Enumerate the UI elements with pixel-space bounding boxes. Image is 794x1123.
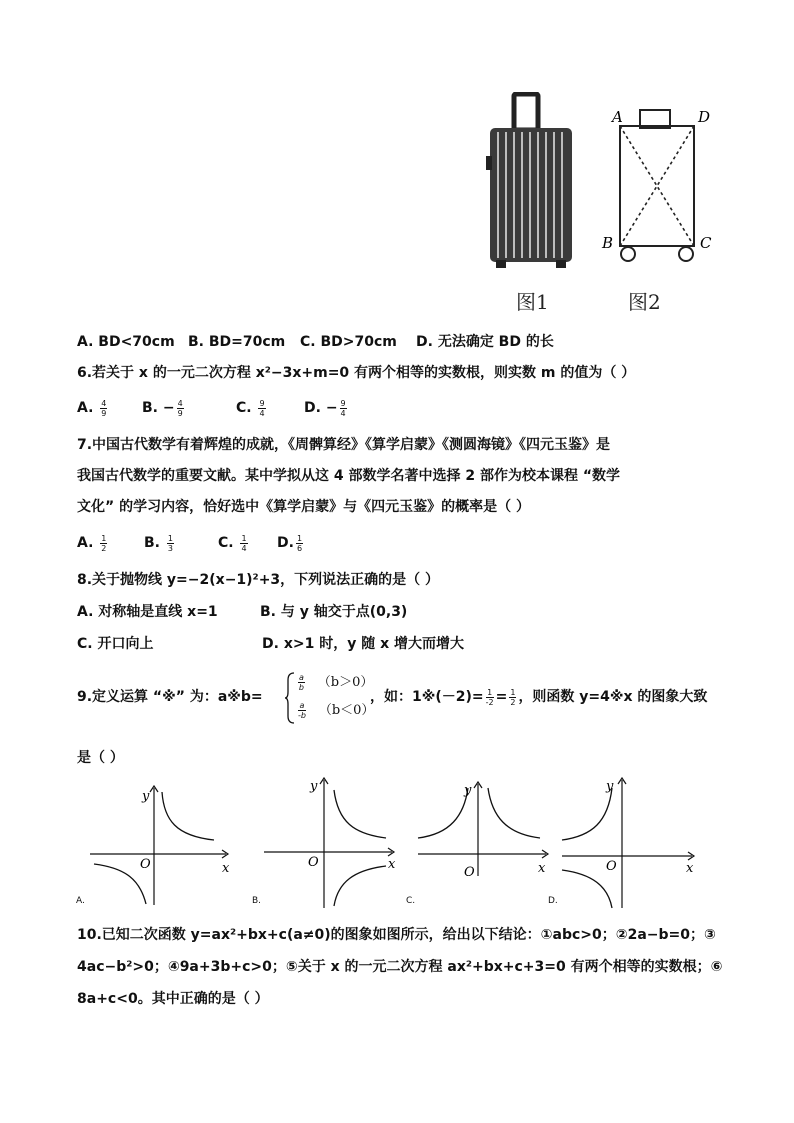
q7-d-den: 6 [296,543,303,553]
q7-b-den: 3 [167,543,173,553]
graph-b-label: B. [252,896,262,906]
q8-option-a: A. 对称轴是直线 x=1 [77,604,218,620]
figure-2-caption: 图2 [628,290,661,314]
graph-b-y-label: y [310,779,318,794]
q7-a-fraction [100,534,107,553]
q9-graph-a [86,780,236,910]
corner-label-c: C [700,234,712,252]
q7-option-c [218,533,250,553]
q9-example [370,687,707,707]
q7-a-num: 1 [101,533,107,543]
q5-option-b: B. BD=70cm [188,334,286,350]
corner-label-b: B [602,234,614,252]
graph-c-y-label: y [464,783,472,798]
graph-d-y-label: y [606,779,614,794]
graph-d-x-label: x [686,861,694,876]
q9-case2-den: -b [298,710,306,720]
figure-1-caption: 图1 [516,290,549,314]
q10-line-3: 8a+c<0。其中正确的是（ ） [77,991,269,1007]
graph-a-label: A. [76,896,85,906]
q7-d-fraction [296,534,303,553]
suitcase-diagram [600,102,718,268]
q9-case2-num: a [299,700,305,710]
q6-a-prefix: A. [77,400,94,416]
q9-case1-fraction [298,673,305,692]
q9-example-prefix: ，如：1※(－2)= [370,689,484,705]
q6-d-den: 4 [340,408,346,418]
q9-example-eq: = [495,689,508,705]
q7-d-num: 1 [296,533,303,543]
q6-a-num: 4 [101,398,107,408]
q7-b-fraction [167,534,174,553]
q10-line-1: 10.已知二次函数 y=ax²+bx+c(a≠0)的图象如图所示，给出以下结论：①abc>0；②2a−b=0；③ [77,927,716,943]
q6-b-fraction [177,399,184,418]
q5-option-d: D. 无法确定 BD 的长 [416,334,554,350]
q8-stem: 8.关于抛物线 y=−2(x−1)²+3，下列说法正确的是（ ） [77,572,440,588]
q7-option-b [144,533,176,553]
graph-c-x-label: x [538,861,546,876]
q9-line-2: 是（ ） [77,750,124,766]
graph-a-origin: O [140,857,151,872]
q9-case-2 [296,700,374,721]
q6-d-fraction [340,399,347,418]
q7-c-den: 4 [241,543,247,553]
q6-option-b [142,398,186,418]
q9-example-num: 1 [487,687,493,697]
q7-b-num: 1 [167,533,173,543]
q7-c-num: 1 [241,533,247,543]
q9-case1-num: a [299,672,304,682]
graph-d-origin: O [606,859,617,874]
q8-option-b: B. 与 y 轴交于点(0,3) [260,604,408,620]
q9-brace [285,672,295,724]
q9-graph-c [414,776,564,906]
q9-example-res-num: 1 [510,687,516,697]
q6-c-prefix: C. [236,400,252,416]
q6-option-a [77,398,109,418]
q6-option-c [236,398,268,418]
q6-c-fraction [258,399,265,418]
q6-stem: 6.若关于 x 的一元二次方程 x²−3x+m=0 有两个相等的实数根，则实数 m 的值为（ ） [77,365,636,381]
q5-option-a: A. BD<70cm [77,334,175,350]
q9-case2-cond: （b＜0） [318,703,375,718]
q9-example-result [509,688,516,707]
q6-a-den: 9 [101,408,107,418]
q6-option-d [304,398,349,418]
q9-case-1 [296,672,373,693]
q6-d-prefix: D. − [304,400,338,416]
q9-graph-b [262,772,412,912]
q9-case1-cond: （b＞0） [317,675,374,690]
q7-line-3: 文化” 的学习内容，恰好选中《算学启蒙》与《四元玉鉴》的概率是（ ） [77,499,530,515]
q9-prefix: 9.定义运算 “※” 为：a※b= [77,689,263,705]
q6-c-num: 9 [259,398,265,408]
graph-b-x-label: x [388,857,396,872]
q9-graph-d [558,772,708,912]
q7-c-fraction [240,534,247,553]
graph-c-label: C. [406,896,416,906]
q6-a-fraction [100,399,107,418]
q9-example-res-den: 2 [510,697,516,707]
q9-case2-fraction [298,701,306,720]
q7-option-a [77,533,109,553]
q6-b-den: 9 [177,408,183,418]
graph-c-origin: O [464,865,475,880]
q7-c-prefix: C. [218,535,234,551]
q10-line-2: 4ac−b²>0；④9a+3b+c>0；⑤关于 x 的一元二次方程 ax²+bx+c+3=0 有两个相等的实数根；⑥ [77,959,723,975]
q8-option-c: C. 开口向上 [77,636,154,652]
q9-example-fraction [486,688,494,707]
graph-b-origin: O [308,855,319,870]
q7-line-1: 7.中国古代数学有着辉煌的成就，《周髀算经》《算学启蒙》《测圆海镜》《四元玉鉴》是 [77,437,611,453]
corner-label-a: A [612,108,623,126]
q6-b-num: 4 [177,398,183,408]
graph-a-y-label: y [142,789,150,804]
corner-label-d: D [698,108,711,126]
q6-d-num: 9 [340,398,346,408]
q7-d-prefix: D. [277,535,294,551]
graph-a-x-label: x [222,861,230,876]
q9-example-den: -2 [485,697,494,707]
suitcase-photo [484,92,580,270]
graph-d-label: D. [548,896,558,906]
q7-b-prefix: B. [144,535,160,551]
q7-option-d [277,533,305,553]
q8-option-d: D. x>1 时，y 随 x 增大而增大 [262,636,464,652]
q6-c-den: 4 [259,408,265,418]
q9-case1-den: b [298,682,304,692]
q6-b-prefix: B. − [142,400,175,416]
q5-option-c: C. BD>70cm [300,334,397,350]
q7-line-2: 我国古代数学的重要文献。某中学拟从这 4 部数学名著中选择 2 部作为校本课程 “数学 [77,468,621,484]
q7-a-den: 2 [101,543,107,553]
q9-suffix: ，则函数 y=4※x 的图象大致 [518,689,708,705]
q7-a-prefix: A. [77,535,94,551]
